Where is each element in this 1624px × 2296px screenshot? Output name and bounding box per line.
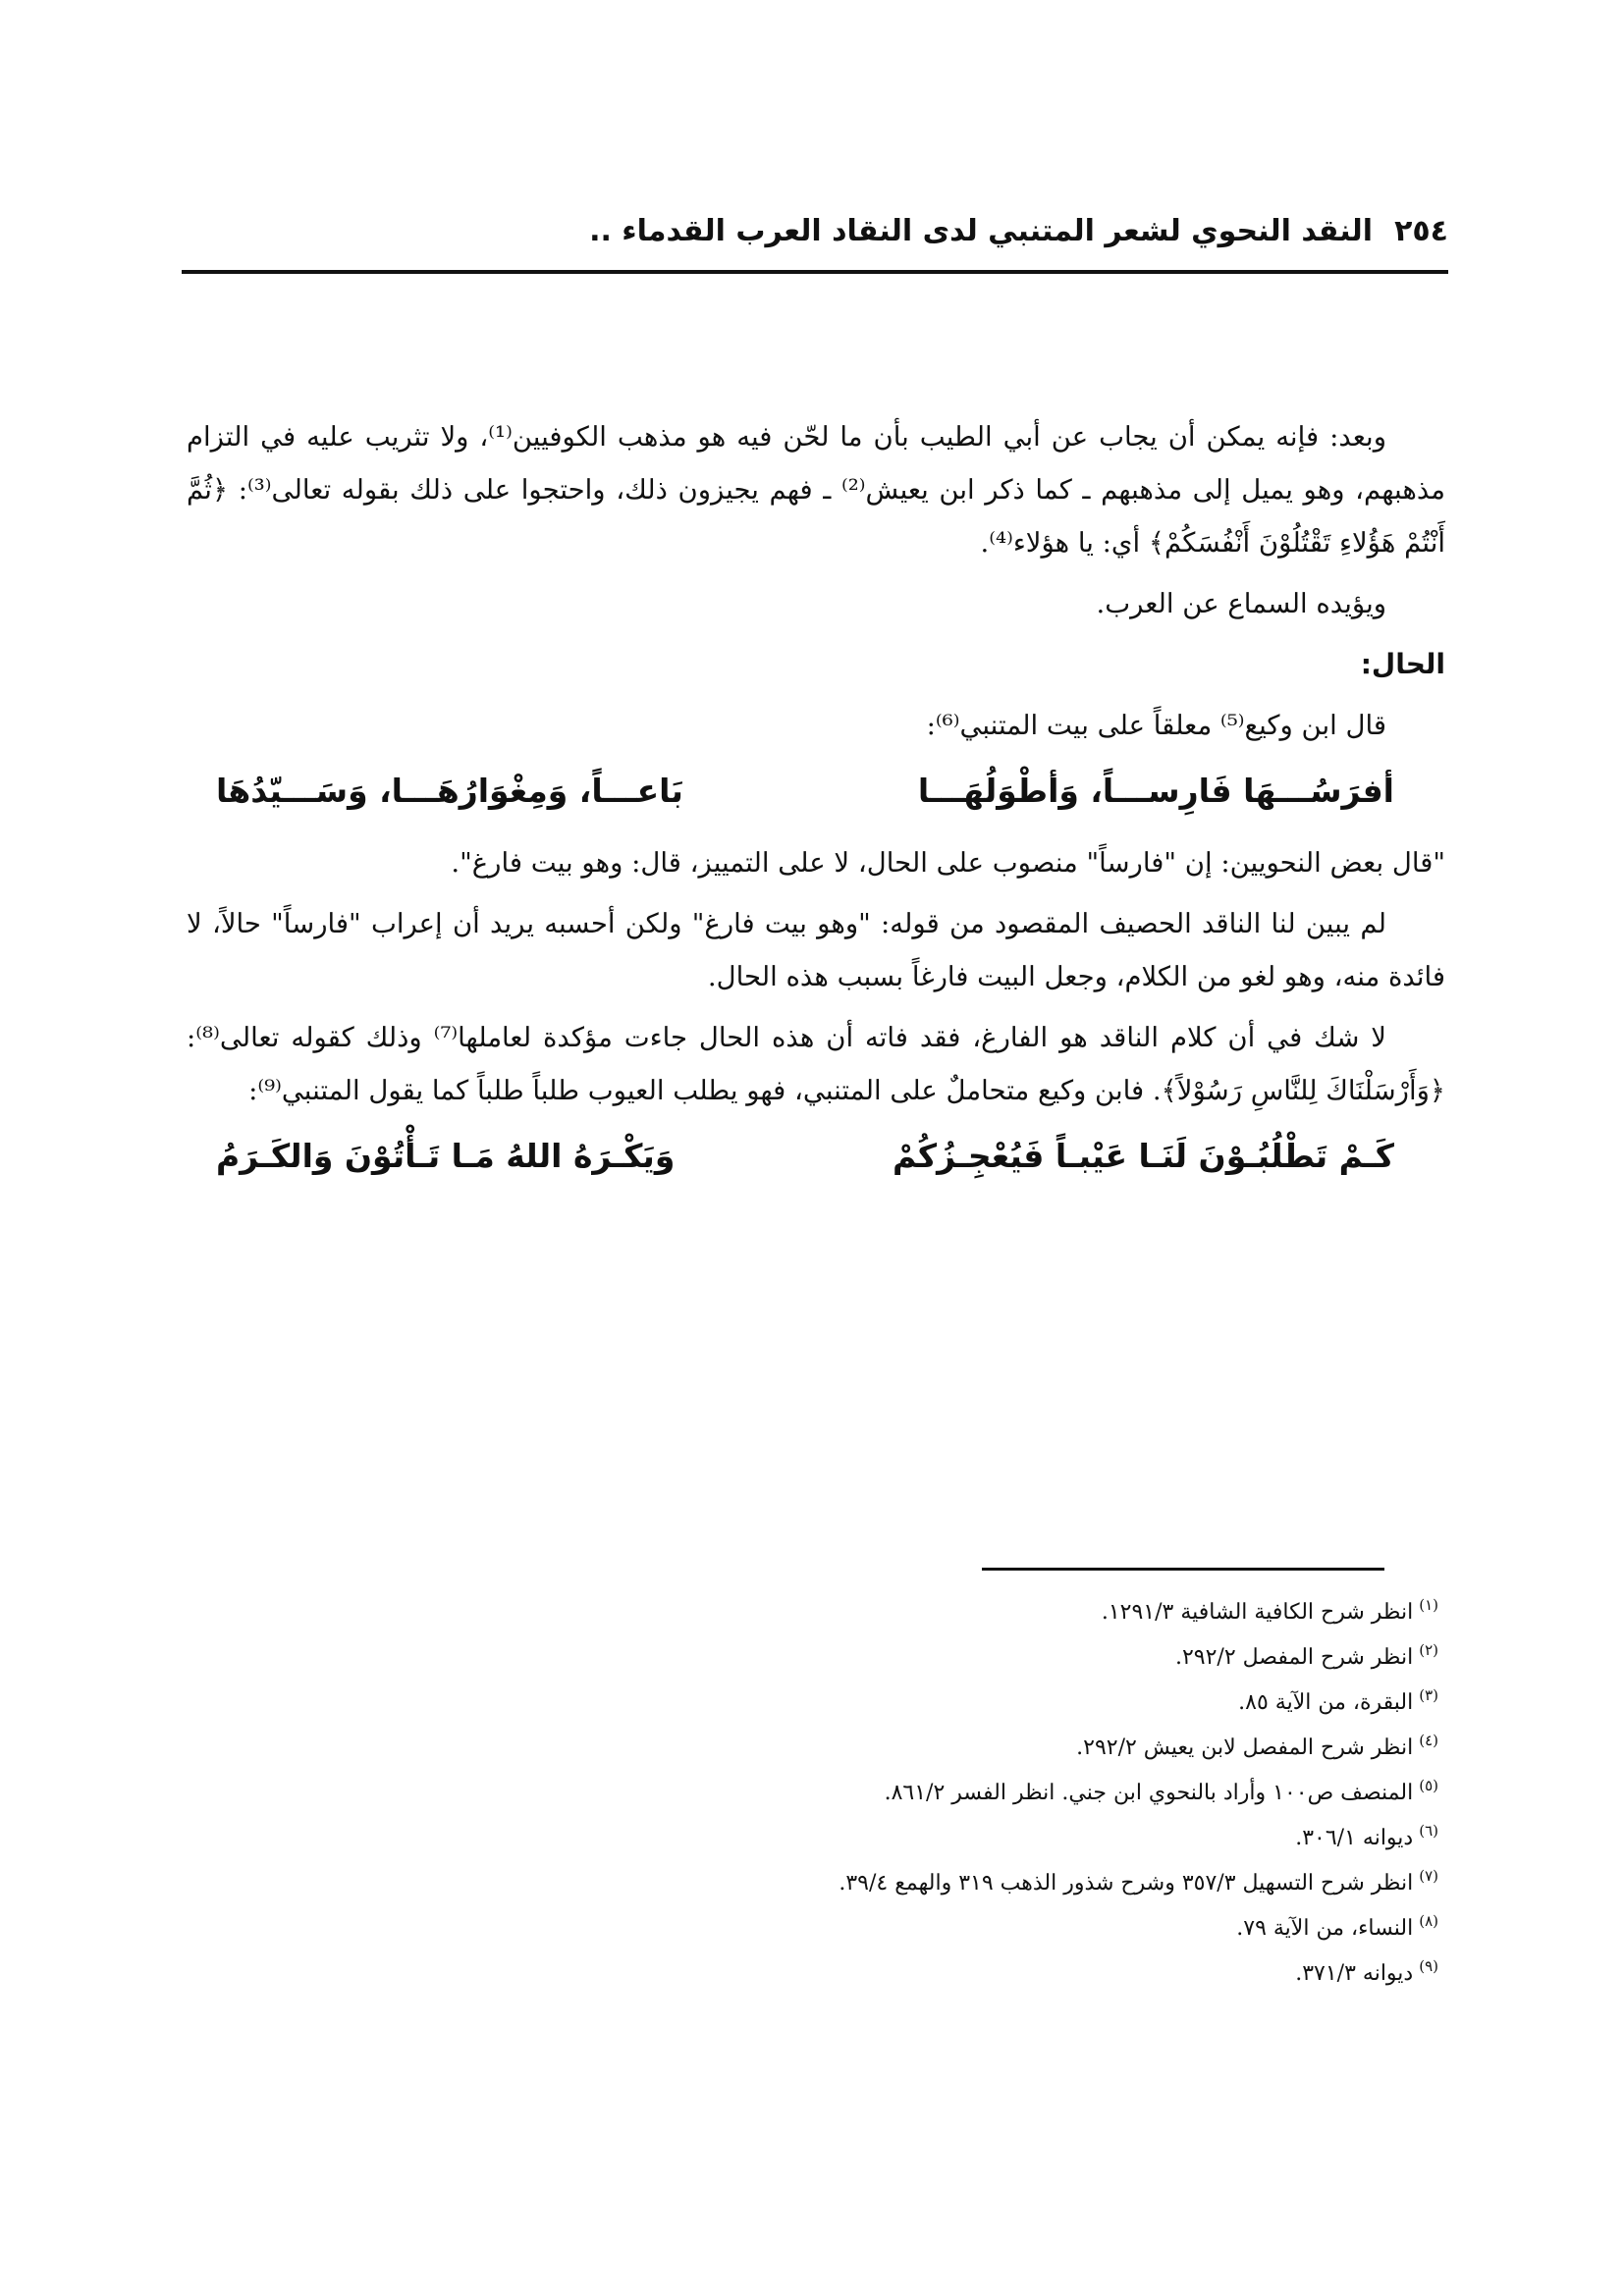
paragraph: لم يبين لنا الناقد الحصيف المقصود من قوله: "وهو بيت فارغ" ولكن أحسبه يريد أن إعراب "فارساً" حالاً، لا فائدة منه، وهو لغو من الكلام، وجعل البيت فارغاً بسبب هذه الحال.: [187, 908, 1445, 992]
footnote-separator: [982, 1568, 1384, 1571]
footnote-number: (٣): [1419, 1686, 1438, 1704]
footnote-item: [550, 1951, 1438, 1997]
footnote-text: انظر شرح المفصل ٢٩٢/٢.: [1174, 1645, 1414, 1670]
verse-first-hemistich: كَـمْ تَطْلُبُـوْنَ لَنَـا عَيْبـاً فَيُعْجِـزُكُمْ: [893, 1137, 1394, 1175]
verse-first-hemistich: أفرَسُـــهَا فَارِســـاً، وَأطْوَلُهَـــا: [917, 772, 1394, 810]
main-text: [187, 410, 1445, 1201]
paragraph: ويؤيده السماع عن العرب.: [1096, 588, 1386, 619]
footnote-text: انظر شرح التسهيل ٣٥٧/٣ وشرح شذور الذهب ٣١٩ والهمع ٣٩/٤.: [839, 1871, 1414, 1896]
footnote-text: انظر شرح الكافية الشافية ١٢٩١/٣.: [1101, 1600, 1414, 1625]
footnote-number: (٦): [1419, 1822, 1438, 1840]
poetry-verse-2: [187, 1125, 1445, 1188]
footnote-text: ديوانه ٣٧١/٣.: [1295, 1961, 1414, 1986]
footnote-text: انظر شرح المفصل لابن يعيش ٢٩٢/٢.: [1076, 1735, 1414, 1760]
footnote-text: البقرة، من الآية ٨٥.: [1238, 1690, 1414, 1715]
footnote-text: المنصف ص١٠٠ وأراد بالنحوي ابن جني. انظر الفسر ٨٦١/٢.: [884, 1781, 1414, 1805]
footnotes: [550, 1590, 1438, 1997]
section-heading: الحال:: [1360, 648, 1445, 680]
footnote-item: [550, 1726, 1438, 1771]
footnote-text: ديوانه ٣٠٦/١.: [1295, 1826, 1414, 1850]
running-header: [182, 214, 1448, 248]
poetry-verse-1: [187, 760, 1445, 823]
footnote-item: [550, 1635, 1438, 1681]
running-title: النقد النحوي لشعر المتنبي لدى النقاد العرب القدماء ..: [589, 214, 1374, 248]
footnote-number: (١): [1419, 1596, 1438, 1614]
page-number: ٢٥٤: [1394, 214, 1448, 248]
footnote-item: [550, 1906, 1438, 1951]
footnote-number: (٩): [1419, 1957, 1438, 1975]
footnote-item: [550, 1816, 1438, 1861]
footnote-item: [550, 1681, 1438, 1726]
paragraph: "قال بعض النحويين: إن "فارساً" منصوب على الحال، لا على التمييز، قال: وهو بيت فارغ".: [451, 847, 1445, 879]
footnote-number: (٨): [1419, 1912, 1438, 1930]
footnote-text: النساء، من الآية ٧٩.: [1236, 1916, 1414, 1941]
footnote-number: (٥): [1419, 1777, 1438, 1794]
paragraph: وبعد: فإنه يمكن أن يجاب عن أبي الطيب بأن ما لحّن فيه هو مذهب الكوفيين⁽¹⁾، ولا تثريب عليه في التزام مذهبهم، وهو يميل إلى مذهبهم ـ كما ذكر ابن يعيش⁽²⁾ ـ فهم يجيزون ذلك، واحتجوا على ذلك بقوله تعالى⁽³⁾: ﴿ثُمَّ أَنْتُمْ هَؤُلاءِ تَقْتُلُوْنَ أَنْفُسَكُمْ﴾ أي: يا هؤلاء⁽⁴⁾.: [187, 421, 1445, 559]
footnote-number: (٢): [1419, 1641, 1438, 1659]
header-rule: [182, 270, 1448, 274]
footnote-number: (٤): [1419, 1732, 1438, 1749]
paragraph: لا شك في أن كلام الناقد هو الفارغ، فقد فاته أن هذه الحال جاءت مؤكدة لعاملها⁽⁷⁾ وذلك كقوله تعالى⁽⁸⁾: ﴿وَأَرْسَلْنَاكَ لِلنَّاسِ رَسُوْلاً﴾. فابن وكيع متحاملٌ على المتنبي، فهو يطلب العيوب طلباً طلباً كما يقول المتنبي⁽⁹⁾:: [187, 1022, 1445, 1106]
verse-second-hemistich: بَاعـــاً، وَمِغْوَارُهَـــا، وَسَـــيّدُهَا: [216, 772, 683, 810]
footnote-item: [550, 1861, 1438, 1906]
footnote-item: [550, 1771, 1438, 1816]
footnote-number: (٧): [1419, 1867, 1438, 1885]
footnote-item: [550, 1590, 1438, 1635]
verse-second-hemistich: وَيَكْـرَهُ اللهُ مَـا تَـأْتُوْنَ وَالكَـرَمُ: [216, 1137, 676, 1175]
verse-intro: قال ابن وكيع⁽⁵⁾ معلقاً على بيت المتنبي⁽⁶⁾:: [926, 710, 1386, 741]
